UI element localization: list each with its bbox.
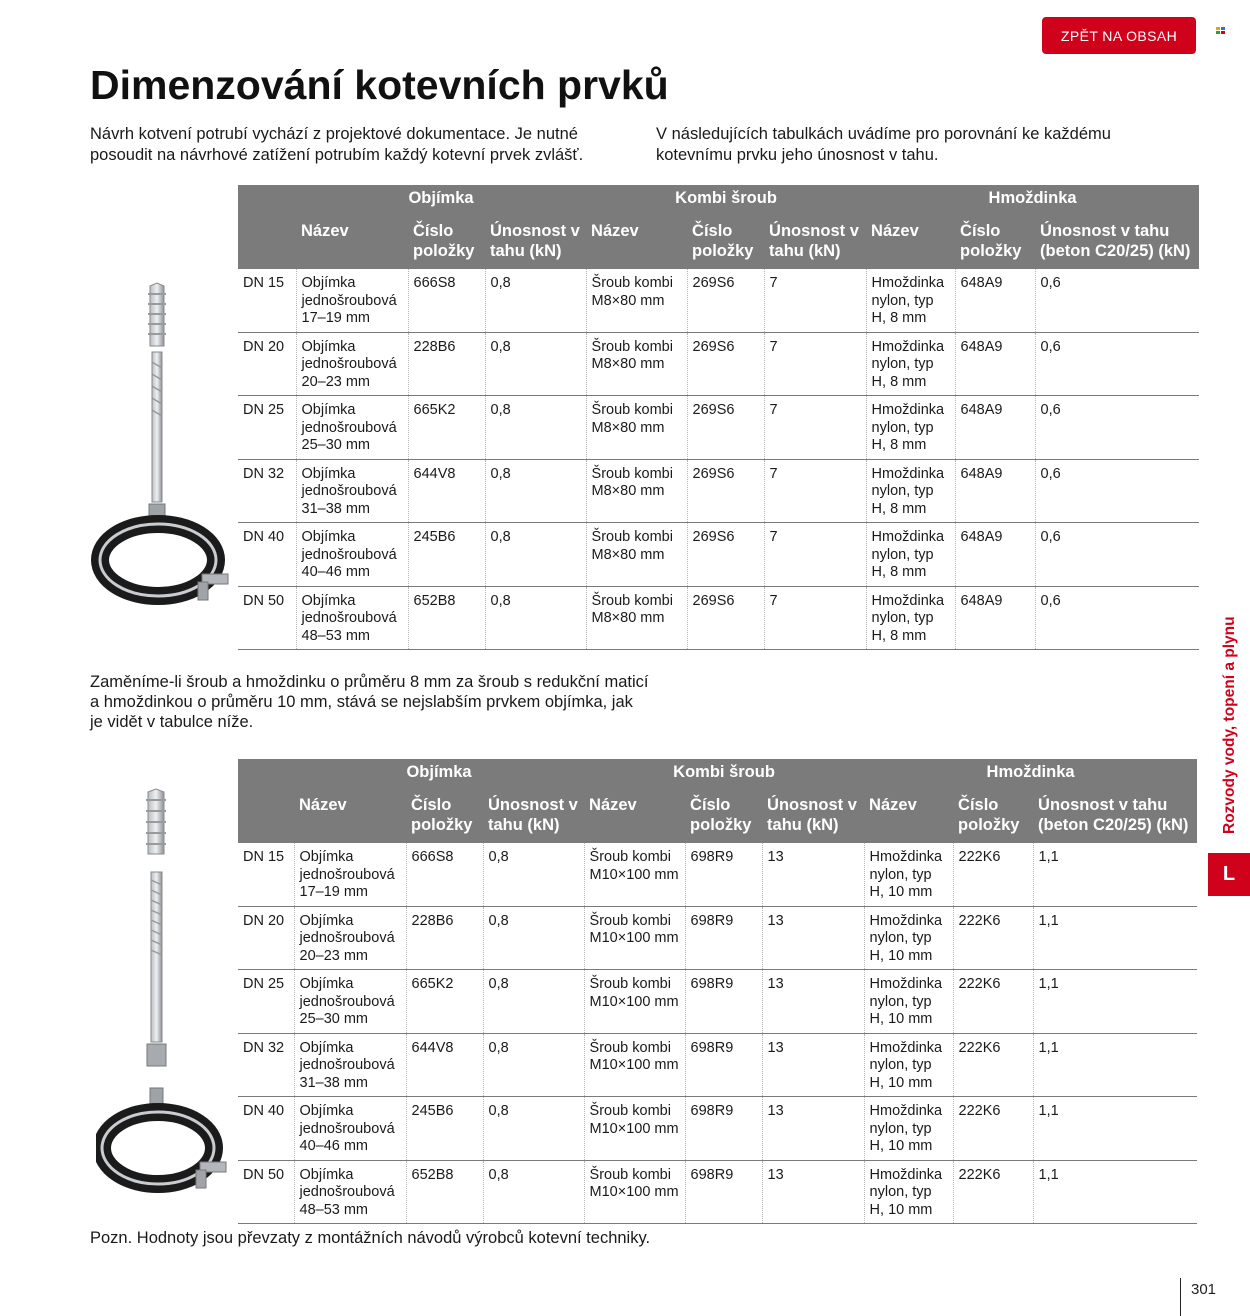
group-header-anchor: Hmoždinka xyxy=(864,759,1197,785)
column-header: Číslo položky xyxy=(408,211,485,269)
anchor-capacity-table-m10 xyxy=(238,759,1197,1224)
table-cell: 245B6 xyxy=(406,1097,483,1161)
table-cell: 666S8 xyxy=(408,269,485,332)
table-cell: 0,8 xyxy=(483,1097,584,1161)
table-cell: 7 xyxy=(764,586,866,650)
column-header: Název xyxy=(584,785,685,843)
table-cell: 269S6 xyxy=(687,269,764,332)
table-cell: 222K6 xyxy=(953,906,1033,970)
table-cell: Hmoždinka nylon, typ H, 8 mm xyxy=(866,396,955,460)
table-cell: 665K2 xyxy=(408,396,485,460)
table-cell: 648A9 xyxy=(955,332,1035,396)
table-cell: DN 32 xyxy=(238,459,296,523)
table-cell: Hmoždinka nylon, typ H, 10 mm xyxy=(864,843,953,906)
chapter-tab[interactable]: L xyxy=(1208,853,1250,896)
comparison-text: Zaměníme-li šroub a hmoždinku o průměru 8 mm za šroub s redukční maticí a hmoždinkou o průměru 10 mm, stává se nejslabším prvkem objímka, jak je vidět v tabulce níže. xyxy=(90,673,649,731)
table-cell: Objímka jednošroubová 17–19 mm xyxy=(294,843,406,906)
table-cell: 644V8 xyxy=(406,1033,483,1097)
table-cell: 698R9 xyxy=(685,906,762,970)
table-cell: Objímka jednošroubová 17–19 mm xyxy=(296,269,408,332)
table-cell: DN 50 xyxy=(238,1160,294,1224)
table-cell: DN 25 xyxy=(238,396,296,460)
table-cell: 0,8 xyxy=(485,523,586,587)
table-cell: 7 xyxy=(764,459,866,523)
table-cell: 0,8 xyxy=(485,396,586,460)
table-cell: 222K6 xyxy=(953,843,1033,906)
back-to-contents-button[interactable]: ZPĚT NA OBSAH xyxy=(1042,17,1196,54)
table-cell: 245B6 xyxy=(408,523,485,587)
table-cell: 13 xyxy=(762,1160,864,1224)
table-cell: 0,8 xyxy=(483,843,584,906)
page-title: Dimenzování kotevních prvků xyxy=(90,62,669,108)
table-group-header-row xyxy=(238,185,1199,211)
table-cell: 1,1 xyxy=(1033,1033,1197,1097)
column-header: Číslo položky xyxy=(953,785,1033,843)
intro-text-left: Návrh kotvení potrubí vychází z projektové dokumentace. Je nutné posoudit na návrhové zatížení potrubím každý kotevní prvek zvlášť. xyxy=(90,125,584,164)
table-cell: 228B6 xyxy=(406,906,483,970)
table-cell: 665K2 xyxy=(406,970,483,1034)
column-header: Název xyxy=(586,211,687,269)
brand-logo-icon xyxy=(1216,27,1226,35)
table-cell: 0,8 xyxy=(485,269,586,332)
chapter-label: Rozvody vody, topení a plynu xyxy=(1221,616,1238,834)
table-cell: 0,8 xyxy=(485,459,586,523)
table-row xyxy=(238,1097,1197,1161)
table-cell: 698R9 xyxy=(685,1033,762,1097)
table-cell: 7 xyxy=(764,332,866,396)
table-cell: 13 xyxy=(762,1033,864,1097)
table-cell: Šroub kombi M8×80 mm xyxy=(586,459,687,523)
table-cell: 222K6 xyxy=(953,1097,1033,1161)
table-cell: 0,6 xyxy=(1035,586,1199,650)
table-cell: Hmoždinka nylon, typ H, 8 mm xyxy=(866,332,955,396)
table-cell: 13 xyxy=(762,970,864,1034)
table-cell: DN 40 xyxy=(238,1097,294,1161)
column-header: Název xyxy=(866,211,955,269)
table-cell: DN 20 xyxy=(238,332,296,396)
table-cell: Šroub kombi M8×80 mm xyxy=(586,523,687,587)
table-cell: DN 32 xyxy=(238,1033,294,1097)
group-header-bolt: Kombi šroub xyxy=(584,759,864,785)
table-cell: Objímka jednošroubová 20–23 mm xyxy=(296,332,408,396)
table-row xyxy=(238,269,1199,332)
column-header: Název xyxy=(864,785,953,843)
table-cell: DN 40 xyxy=(238,523,296,587)
column-header: Číslo položky xyxy=(685,785,762,843)
column-header: Únosnost v tahu (kN) xyxy=(485,211,586,269)
table-cell: 1,1 xyxy=(1033,1160,1197,1224)
table-cell: Objímka jednošroubová 40–46 mm xyxy=(296,523,408,587)
table-cell: 7 xyxy=(764,523,866,587)
table-cell: Šroub kombi M10×100 mm xyxy=(584,843,685,906)
table-cell: 666S8 xyxy=(406,843,483,906)
table-cell: Hmoždinka nylon, typ H, 8 mm xyxy=(866,459,955,523)
table-cell: 1,1 xyxy=(1033,843,1197,906)
table-cell: 0,6 xyxy=(1035,269,1199,332)
column-header: Únosnost v tahu (kN) xyxy=(483,785,584,843)
table-cell: Hmoždinka nylon, typ H, 10 mm xyxy=(864,1097,953,1161)
table-column-header-row xyxy=(238,211,1199,269)
table-cell: 648A9 xyxy=(955,523,1035,587)
column-header: Únosnost v tahu (beton C20/25) (kN) xyxy=(1033,785,1197,843)
table-row xyxy=(238,970,1197,1034)
footnote: Pozn. Hodnoty jsou převzaty z montážních návodů výrobců kotevní techniky. xyxy=(90,1229,651,1247)
table-column-header-row xyxy=(238,785,1197,843)
table-cell: 269S6 xyxy=(687,332,764,396)
table-cell: 269S6 xyxy=(687,523,764,587)
table-cell: 652B8 xyxy=(408,586,485,650)
table-cell: Hmoždinka nylon, typ H, 8 mm xyxy=(866,269,955,332)
table-cell: Objímka jednošroubová 31–38 mm xyxy=(296,459,408,523)
table-cell: 0,8 xyxy=(483,1160,584,1224)
anchor-capacity-table-m8 xyxy=(238,185,1199,650)
table-cell: 0,8 xyxy=(483,970,584,1034)
table-row xyxy=(238,332,1199,396)
table-cell: 0,6 xyxy=(1035,523,1199,587)
table-cell: DN 50 xyxy=(238,586,296,650)
table-cell: Hmoždinka nylon, typ H, 10 mm xyxy=(864,1160,953,1224)
group-header-bolt: Kombi šroub xyxy=(586,185,866,211)
table-cell: DN 20 xyxy=(238,906,294,970)
table-cell: 269S6 xyxy=(687,459,764,523)
table-row xyxy=(238,459,1199,523)
table-cell: 1,1 xyxy=(1033,970,1197,1034)
table-cell: Objímka jednošroubová 40–46 mm xyxy=(294,1097,406,1161)
column-header: Číslo položky xyxy=(955,211,1035,269)
table-row xyxy=(238,586,1199,650)
table-cell: Objímka jednošroubová 20–23 mm xyxy=(294,906,406,970)
column-header: Číslo položky xyxy=(687,211,764,269)
column-header xyxy=(238,211,296,269)
table-cell: 648A9 xyxy=(955,586,1035,650)
table-cell: 652B8 xyxy=(406,1160,483,1224)
table-row xyxy=(238,1033,1197,1097)
page-number-divider xyxy=(1180,1278,1181,1316)
table-cell: Objímka jednošroubová 48–53 mm xyxy=(294,1160,406,1224)
table-row xyxy=(238,906,1197,970)
column-header: Číslo položky xyxy=(406,785,483,843)
table-cell: 698R9 xyxy=(685,843,762,906)
column-header: Název xyxy=(296,211,408,269)
table-cell: 222K6 xyxy=(953,1160,1033,1224)
table-cell: Hmoždinka nylon, typ H, 10 mm xyxy=(864,906,953,970)
column-header: Únosnost v tahu (beton C20/25) (kN) xyxy=(1035,211,1199,269)
table-row xyxy=(238,843,1197,906)
clamp-anchor-illustration-icon xyxy=(90,282,230,622)
table-cell: Šroub kombi M10×100 mm xyxy=(584,1097,685,1161)
table-cell: 698R9 xyxy=(685,1097,762,1161)
table-cell: 222K6 xyxy=(953,970,1033,1034)
clamp-reducer-anchor-illustration-icon xyxy=(96,788,236,1208)
table-cell: 13 xyxy=(762,906,864,970)
group-header-clamp: Objímka xyxy=(296,185,586,211)
table-cell: Šroub kombi M10×100 mm xyxy=(584,1033,685,1097)
table-cell: Šroub kombi M8×80 mm xyxy=(586,396,687,460)
column-header: Únosnost v tahu (kN) xyxy=(764,211,866,269)
page-number: 301 xyxy=(1191,1281,1217,1298)
table-group-header-row xyxy=(238,759,1197,785)
table-cell: 269S6 xyxy=(687,396,764,460)
table-cell: Šroub kombi M10×100 mm xyxy=(584,970,685,1034)
table-cell: DN 15 xyxy=(238,269,296,332)
table-row xyxy=(238,396,1199,460)
table-cell: 228B6 xyxy=(408,332,485,396)
table-row xyxy=(238,523,1199,587)
table-cell: Šroub kombi M8×80 mm xyxy=(586,586,687,650)
table-cell: 222K6 xyxy=(953,1033,1033,1097)
table-cell: Šroub kombi M10×100 mm xyxy=(584,906,685,970)
group-header-anchor: Hmoždinka xyxy=(866,185,1199,211)
table-cell: 0,8 xyxy=(483,1033,584,1097)
table-cell: Hmoždinka nylon, typ H, 10 mm xyxy=(864,1033,953,1097)
table-cell: 7 xyxy=(764,269,866,332)
table-cell: 698R9 xyxy=(685,1160,762,1224)
table-cell: Objímka jednošroubová 48–53 mm xyxy=(296,586,408,650)
table-cell: 269S6 xyxy=(687,586,764,650)
table-cell: 648A9 xyxy=(955,459,1035,523)
table-cell: Objímka jednošroubová 31–38 mm xyxy=(294,1033,406,1097)
table-cell: DN 25 xyxy=(238,970,294,1034)
table-cell: 1,1 xyxy=(1033,1097,1197,1161)
table-cell: Objímka jednošroubová 25–30 mm xyxy=(294,970,406,1034)
table-cell: DN 15 xyxy=(238,843,294,906)
table-cell: Hmoždinka nylon, typ H, 8 mm xyxy=(866,586,955,650)
table-cell: Šroub kombi M8×80 mm xyxy=(586,332,687,396)
table-cell: 0,8 xyxy=(485,332,586,396)
intro-text-right: V následujících tabulkách uvádíme pro porovnání ke každému kotevnímu prvku jeho únosnost v tahu. xyxy=(656,125,1111,164)
table-cell: 1,1 xyxy=(1033,906,1197,970)
table-cell: 0,8 xyxy=(485,586,586,650)
column-header xyxy=(238,785,294,843)
table-cell: Šroub kombi M10×100 mm xyxy=(584,1160,685,1224)
table-cell: 7 xyxy=(764,396,866,460)
table-cell: 0,6 xyxy=(1035,459,1199,523)
table-cell: 0,6 xyxy=(1035,396,1199,460)
table-cell: Hmoždinka nylon, typ H, 8 mm xyxy=(866,523,955,587)
table-cell: 0,8 xyxy=(483,906,584,970)
group-header-clamp: Objímka xyxy=(294,759,584,785)
table-cell: 648A9 xyxy=(955,269,1035,332)
table-cell: Hmoždinka nylon, typ H, 10 mm xyxy=(864,970,953,1034)
table-cell: 0,6 xyxy=(1035,332,1199,396)
table-row xyxy=(238,1160,1197,1224)
table-cell: 13 xyxy=(762,1097,864,1161)
table-cell: 13 xyxy=(762,843,864,906)
column-header: Únosnost v tahu (kN) xyxy=(762,785,864,843)
column-header: Název xyxy=(294,785,406,843)
table-cell: 648A9 xyxy=(955,396,1035,460)
table-cell: Objímka jednošroubová 25–30 mm xyxy=(296,396,408,460)
table-cell: 698R9 xyxy=(685,970,762,1034)
table-cell: Šroub kombi M8×80 mm xyxy=(586,269,687,332)
table-cell: 644V8 xyxy=(408,459,485,523)
